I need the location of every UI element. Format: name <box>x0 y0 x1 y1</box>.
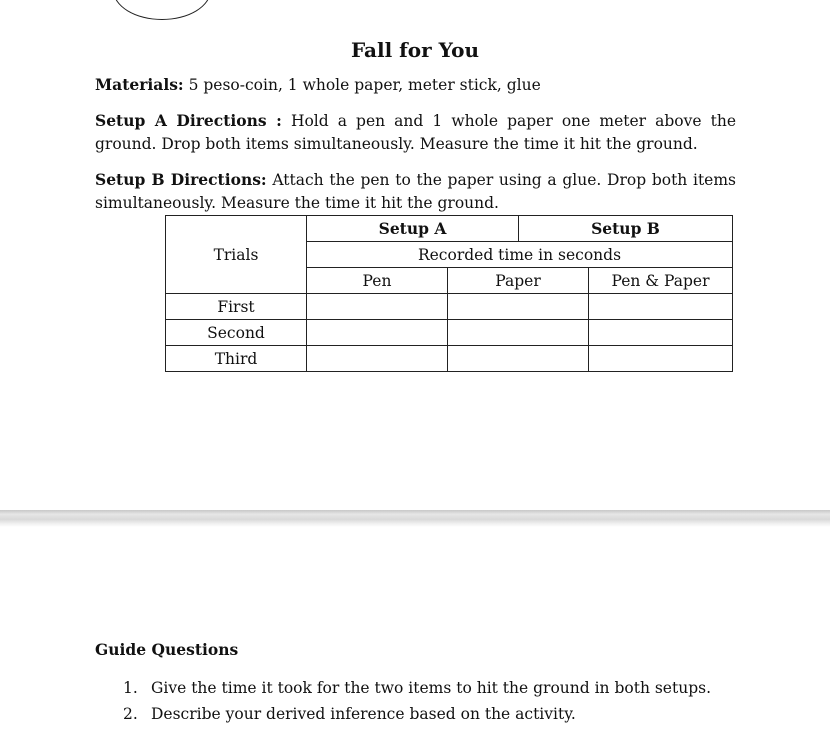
recorded-time-header: Recorded time in seconds <box>307 242 733 268</box>
guide-questions-heading: Guide Questions <box>95 640 239 659</box>
question-number: 1. <box>123 679 138 697</box>
trials-header: Trials <box>166 216 307 294</box>
page-title: Fall for You <box>350 38 480 62</box>
table-header-row <box>166 216 733 242</box>
question-number: 2. <box>123 705 138 723</box>
table-row <box>166 294 733 320</box>
trial-label: Third <box>166 346 307 372</box>
cell-pen <box>307 320 448 346</box>
setup-a-text: Hold a pen and 1 whole paper one meter above the ground. Drop both items simultaneously. Measure the time it hit the ground. <box>95 112 737 153</box>
cell-paper <box>448 346 589 372</box>
setup-b-text: Attach the pen to the paper using a glue. Drop both items simultaneously. Measure the time it hit the ground. <box>95 171 736 212</box>
materials-label: Materials: <box>95 75 184 94</box>
table-row <box>166 346 733 372</box>
cell-paper <box>448 320 589 346</box>
materials-paragraph <box>95 73 736 97</box>
cell-pen-paper <box>589 320 733 346</box>
cell-pen <box>307 294 448 320</box>
results-table <box>165 215 733 372</box>
column-header-paper: Paper <box>448 268 589 294</box>
materials-text: 5 peso-coin, 1 whole paper, meter stick, glue <box>188 76 541 94</box>
guide-question <box>123 679 711 697</box>
cell-pen-paper <box>589 294 733 320</box>
cell-pen-paper <box>589 346 733 372</box>
cell-pen <box>307 346 448 372</box>
setup-b-label: Setup B Directions: <box>95 170 267 189</box>
setup-a-header: Setup A <box>307 216 519 242</box>
trial-label: Second <box>166 320 307 346</box>
question-text: Give the time it took for the two items to hit the ground in both setups. <box>151 679 711 697</box>
setup-a-label: Setup A Directions : <box>95 111 282 130</box>
page-divider <box>0 510 830 527</box>
question-text: Describe your derived inference based on the activity. <box>151 705 576 723</box>
column-header-pen: Pen <box>307 268 448 294</box>
setup-a-paragraph <box>95 109 736 156</box>
setup-b-header: Setup B <box>519 216 733 242</box>
table-row <box>166 320 733 346</box>
cell-paper <box>448 294 589 320</box>
trial-label: First <box>166 294 307 320</box>
column-header-pen-paper: Pen & Paper <box>589 268 733 294</box>
setup-b-paragraph <box>95 168 736 215</box>
circle-decoration <box>113 0 211 20</box>
guide-question <box>123 705 576 723</box>
